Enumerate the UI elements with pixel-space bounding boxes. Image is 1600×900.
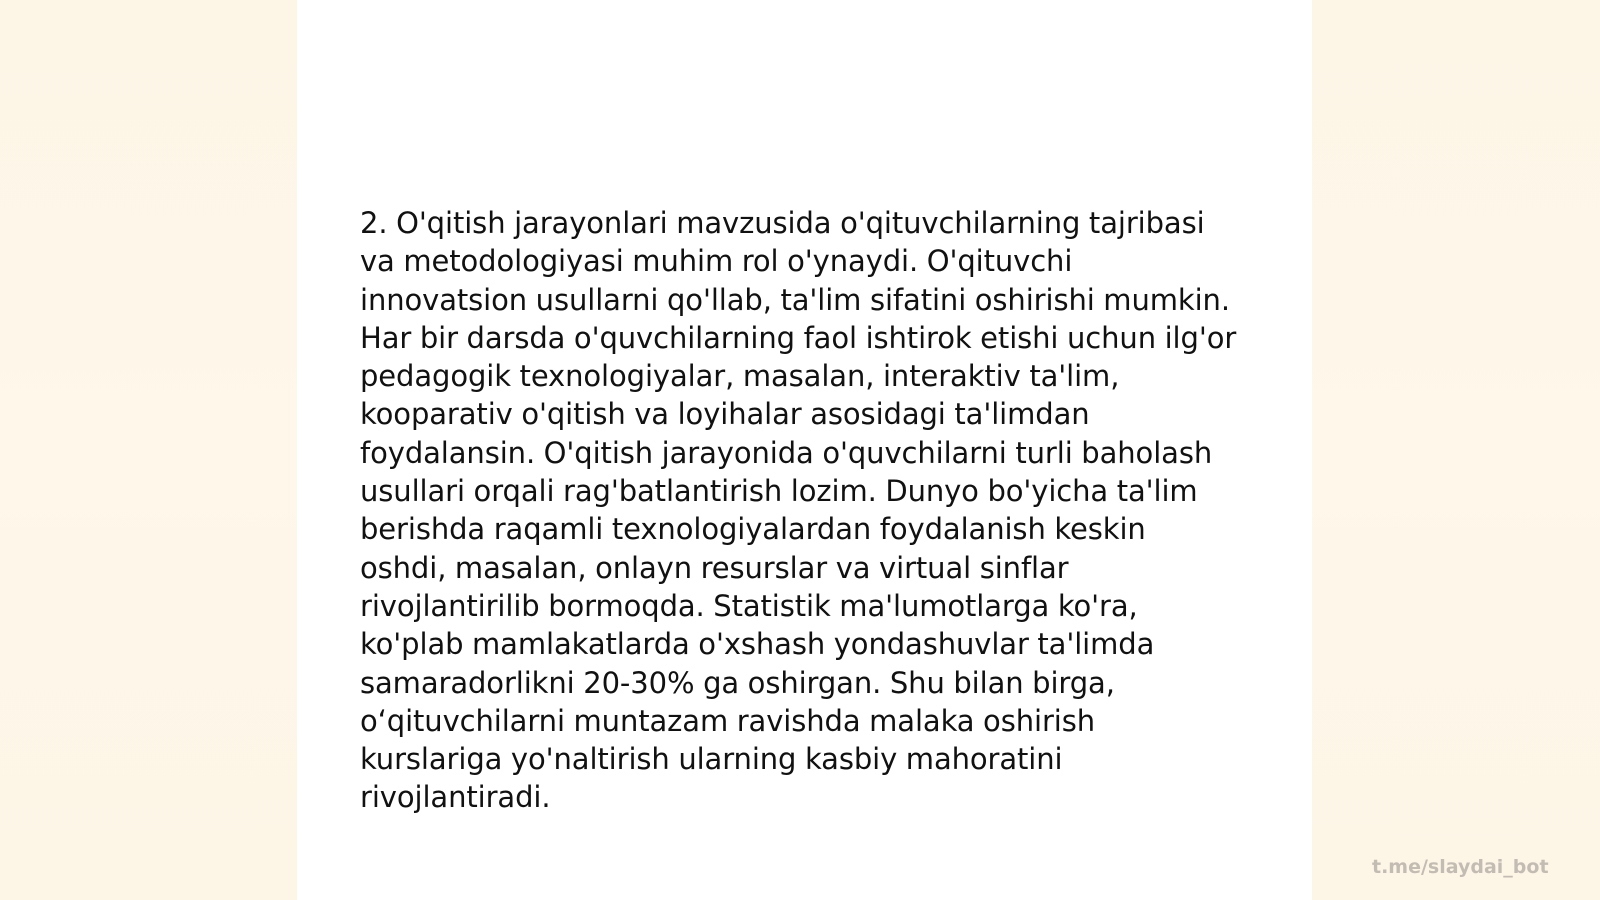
slide-body-paragraph: 2. O'qitish jarayonlari mavzusida o'qituvchilarning tajribasi va metodologiyasi muhim rol o'ynaydi. O'qituvchi innovatsion usullarni qo'llab, ta'lim sifatini oshirishi mumkin. Har bir darsda o'quvchilarning faol ishtirok etishi uchun ilg'or pedagogik texnologiyalar, masalan, interaktiv ta'lim, kooparativ o'qitish va loyihalar asosidagi ta'limdan foydalansin. O'qitish jarayonida o'quvchilarni turli baholash usullari orqali rag'batlantirish lozim. Dunyo bo'yicha ta'lim berishda raqamli texnologiyalardan foydalanish keskin oshdi, masalan, onlayn resurslar va virtual sinflar rivojlantirilib bormoqda. Statistik ma'lumotlarga ko'ra, ko'plab mamlakatlarda o'xshash yondashuvlar ta'limda samaradorlikni 20-30% ga oshirgan. Shu bilan birga, oʻqituvchilarni muntazam ravishda malaka oshirish kurslariga yo'naltirish ularning kasbiy mahoratini rivojlantiradi. <box>360 206 1237 815</box>
left-background-margin <box>0 0 297 900</box>
right-background-margin <box>1312 0 1600 900</box>
watermark-link: t.me/slaydai_bot <box>1372 856 1549 878</box>
